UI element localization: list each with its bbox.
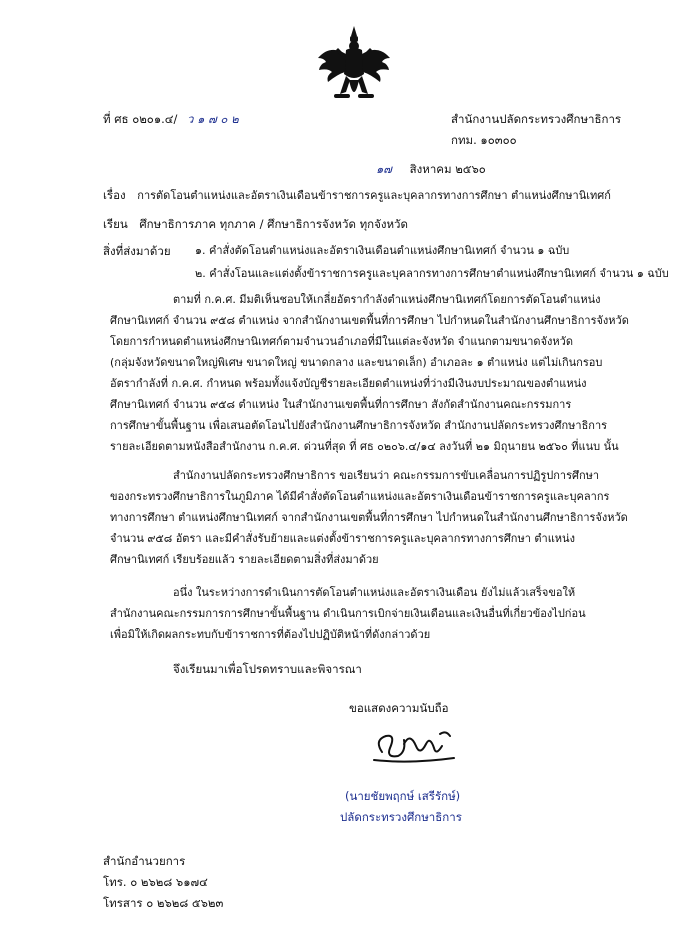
body-line: รายละเอียดตามหนังสือสำนักงาน ก.ค.ศ. ด่วนที่สุด ที่ ศธ ๐๒๐๖.๔/๑๔ ลงวันที่ ๒๑ มิถุนายน ๒๕๖๐ ที่แนบ นั้น [110, 440, 619, 453]
subject-label: เรื่อง [103, 188, 126, 202]
agency-postal: กทม. ๑๐๓๐๐ [451, 133, 517, 147]
footer-phone: โทร. ๐ ๒๖๒๘ ๖๑๗๔ [103, 875, 208, 889]
body-line: อนึ่ง ในระหว่างการดำเนินการตัดโอนตำแหน่งและอัตราเงินเดือน ยังไม่แล้วเสร็จขอให้ [173, 586, 576, 599]
body-line: อัตรากำลังที่ ก.ค.ศ. กำหนด พร้อมทั้งแจ้งบัญชีรายละเอียดตำแหน่งที่ว่างมีเงินงบประมาณของตำแหน่ง [110, 377, 587, 390]
enclosures-label: สิ่งที่ส่งมาด้วย [103, 244, 171, 258]
body-line: โดยการกำหนดตำแหน่งศึกษานิเทศก์ตามจำนวนอำเภอที่มีในแต่ละจังหวัด จำแนกตามขนาดจังหวัด [110, 335, 573, 348]
body-line: เพื่อมิให้เกิดผลกระทบกับข้าราชการที่ต้องไปปฏิบัติหน้าที่ดังกล่าวด้วย [110, 628, 431, 641]
document-date [376, 160, 486, 178]
date-month-year: สิงหาคม ๒๕๖๐ [409, 162, 486, 176]
body-line: การศึกษาขั้นพื้นฐาน เพื่อเสนอตัดโอนไปยังสำนักงานศึกษาธิการจังหวัด สำนักงานปลัดกระทรวงศึกษาธิการ [110, 419, 608, 432]
recipient-text: ศึกษาธิการภาค ทุกภาค / ศึกษาธิการจังหวัด ทุกจังหวัด [139, 217, 408, 231]
body-line: ศึกษานิเทศก์ จำนวน ๙๕๘ ตำแหน่ง จากสำนักงานเขตพื้นที่การศึกษา ไปกำหนดในสำนักงานศึกษาธิการจังหวัด [110, 314, 629, 327]
garuda-emblem [316, 24, 392, 106]
body-line: จำนวน ๙๕๘ อัตรา และมีคำสั่งรับย้ายและแต่งตั้งข้าราชการครูและบุคลากรทางการศึกษา ตำแหน่ง [110, 532, 575, 545]
enclosure-item: ๒. คำสั่งโอนและแต่งตั้งข้าราชการครูและบุคลากรทางการศึกษาตำแหน่งศึกษานิเทศก์ จำนวน ๑ ฉบับ [195, 267, 669, 280]
body-line: (กลุ่มจังหวัดขนาดใหญ่พิเศษ ขนาดใหญ่ ขนาดกลาง และขนาดเล็ก) อำเภอละ ๑ ตำแหน่ง แต่ไม่เกินกรอบ [110, 356, 603, 369]
body-line: ศึกษานิเทศก์ จำนวน ๙๕๘ ตำแหน่ง ในสำนักงานเขตพื้นที่การศึกษา สังกัดสำนักงานคณะกรรมการ [110, 398, 572, 411]
handwritten-signature [370, 722, 460, 770]
date-day: ๑๗ [376, 162, 392, 176]
complimentary-closing: ขอแสดงความนับถือ [349, 701, 449, 715]
body-paragraph-1 [110, 289, 638, 457]
body-line: ของกระทรวงศึกษาธิการในภูมิภาค ได้มีคำสั่งตัดโอนตำแหน่งและอัตราเงินเดือนข้าราชการครูและบุคลากร [110, 490, 610, 503]
document-number-prefix: ที่ ศธ ๐๒๐๑.๔/ [103, 112, 178, 126]
body-paragraph-2 [110, 465, 638, 570]
body-line: ศึกษานิเทศก์ เรียบร้อยแล้ว รายละเอียดตามสิ่งที่ส่งมาด้วย [110, 553, 379, 566]
enclosure-item: ๑. คำสั่งตัดโอนตำแหน่งและอัตราเงินเดือนตำแหน่งศึกษานิเทศก์ จำนวน ๑ ฉบับ [195, 244, 570, 257]
agency-name: สำนักงานปลัดกระทรวงศึกษาธิการ [451, 112, 622, 126]
body-line: สำนักงานคณะกรรมการการศึกษาขั้นพื้นฐาน ดำเนินการเบิกจ่ายเงินเดือนและเงินอื่นที่เกี่ยวข้องไปก่อน [110, 607, 586, 620]
body-paragraph-3 [110, 582, 638, 645]
body-line: ตามที่ ก.ค.ศ. มีมติเห็นชอบให้เกลี่ยอัตรากำลังตำแหน่งศึกษานิเทศก์โดยการตัดโอนตำแหน่ง [173, 293, 601, 306]
signatory-name: (นายชัยพฤกษ์ เสรีรักษ์) [345, 789, 461, 803]
subject-line [103, 186, 611, 205]
body-line: ทางการศึกษา ตำแหน่งศึกษานิเทศก์ จากสำนักงานเขตพื้นที่การศึกษา ไปกำหนดในสำนักงานศึกษาธิการจังหวัด [110, 511, 628, 524]
signatory-title: ปลัดกระทรวงศึกษาธิการ [340, 810, 462, 824]
recipient-label: เรียน [103, 217, 128, 231]
closing-request: จึงเรียนมาเพื่อโปรดทราบและพิจารณา [173, 662, 362, 676]
recipient-line [103, 215, 408, 233]
footer-fax: โทรสาร ๐ ๒๖๒๘ ๕๖๒๓ [103, 896, 224, 910]
body-line: สำนักงานปลัดกระทรวงศึกษาธิการ ขอเรียนว่า คณะกรรมการขับเคลื่อนการปฏิรูปการศึกษา [173, 469, 600, 482]
subject-text: การตัดโอนตำแหน่งและอัตราเงินเดือนข้าราชการครูและบุคลากรทางการศึกษา ตำแหน่งศึกษานิเทศก์ [137, 189, 611, 202]
document-number-handwritten: ว ๑ ๗ ๐ ๒ [187, 112, 239, 126]
document-number [103, 110, 239, 128]
footer-office: สำนักอำนวยการ [103, 854, 186, 868]
